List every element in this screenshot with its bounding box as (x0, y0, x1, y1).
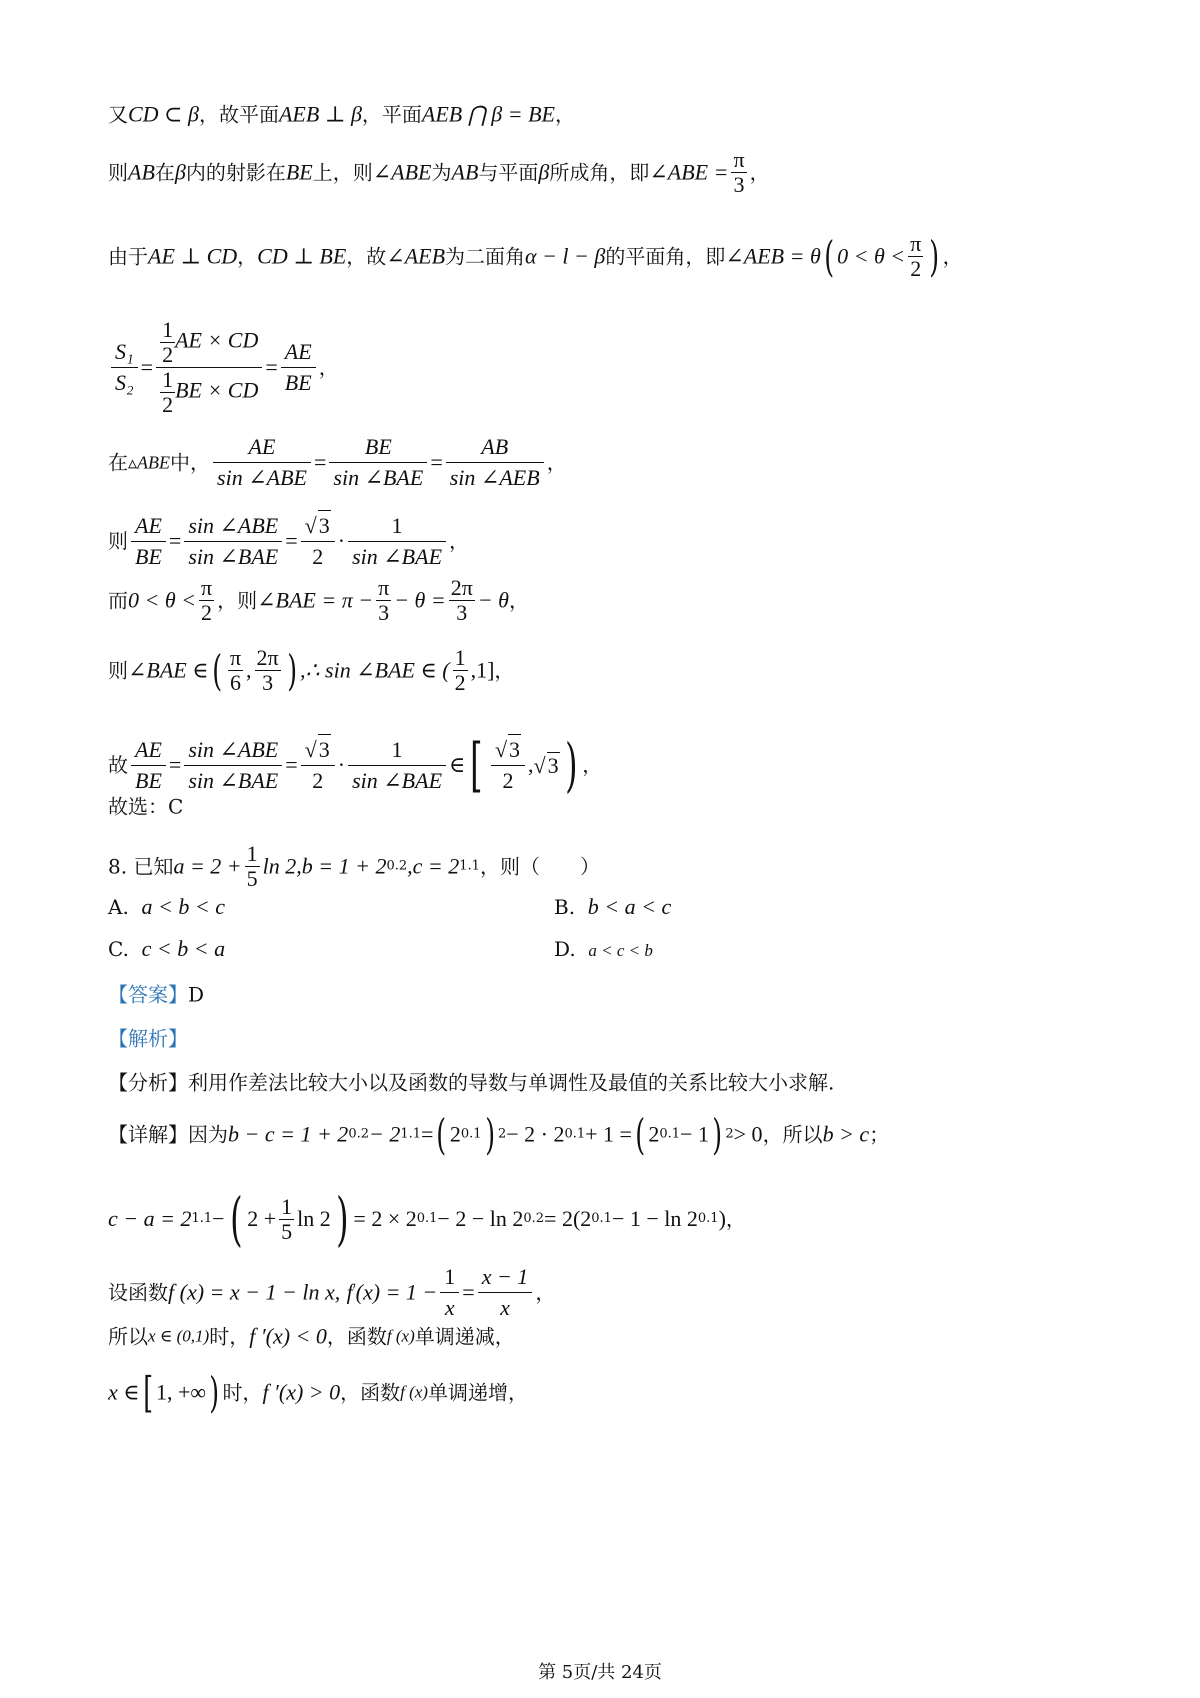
denominator: 2 (312, 544, 324, 569)
paren-close: ) (564, 731, 578, 799)
line-4: $\frac{\text{S₁}}{\text{S₂}}$ = $\frac{1}{2}$ AE × CD $\frac{1}{2}$ BE × CD = $\frac{AE}{BE}$ ， (108, 318, 339, 417)
option-b (554, 894, 671, 920)
fraction (199, 576, 214, 625)
numerator: √3 (491, 734, 525, 766)
text: ，则 (217, 588, 258, 613)
text: ，所以 (762, 1122, 823, 1147)
math: , (528, 752, 534, 777)
numerator: AE (131, 735, 166, 766)
detail-tag: 【详解】 (108, 1122, 188, 1147)
paren-close: ) (286, 645, 297, 695)
denominator: sin ∠BAE (352, 543, 443, 569)
exponent: 1.1 (191, 1211, 213, 1226)
numerator: AE (281, 337, 316, 368)
half (160, 318, 175, 367)
text: ， (554, 102, 575, 127)
paren-close: ) (484, 1109, 495, 1159)
fraction (348, 735, 446, 796)
radicand: 3 (508, 734, 521, 765)
denominator: sin ∠BAE (352, 767, 443, 793)
text: ， (318, 355, 339, 380)
denominator: sin ∠ABE (217, 465, 307, 490)
text: 时， (209, 1324, 250, 1349)
text: ， (546, 450, 567, 475)
line-2 (108, 148, 770, 197)
text: ， (494, 658, 515, 683)
denominator: x (500, 1295, 510, 1320)
denominator: sin ∠BAE (188, 543, 279, 569)
text: 设函数 (108, 1280, 168, 1305)
text: 为 (431, 160, 452, 185)
text: ，则（ ） (479, 854, 600, 879)
fraction (184, 735, 282, 796)
math: ∠ABE (372, 159, 432, 185)
fraction (281, 337, 316, 398)
denominator: S₂ (115, 370, 134, 395)
text: ，函数 (326, 1324, 387, 1349)
numerator: 1 (246, 841, 258, 866)
numerator: √3 (301, 734, 335, 766)
paren-close: ) (712, 1109, 723, 1159)
option-text: a < b < c (141, 894, 225, 919)
answer-line: 故选：C (108, 794, 184, 819)
math: AE × CD (175, 327, 259, 353)
fraction-s1-s2 (111, 337, 138, 398)
math: c − a = 2 (108, 1206, 192, 1231)
exponent: 1.1 (459, 858, 480, 874)
denominator: 5 (246, 866, 258, 891)
math: β (538, 159, 550, 185)
line-7 (108, 576, 529, 625)
text: 则 (108, 160, 128, 185)
exponent: 0.1 (591, 1211, 612, 1226)
math: AB (451, 159, 479, 185)
text: ，故平面 (198, 102, 279, 127)
radicand: 3 (318, 734, 331, 765)
math: 2 + (247, 1206, 277, 1231)
math: BE × CD (175, 377, 259, 403)
math: ▵ABE (128, 452, 171, 473)
numerator: 1 (348, 735, 446, 766)
text: ， (449, 529, 470, 553)
text: 所成角，即 (549, 160, 650, 185)
fraction (279, 1195, 294, 1244)
paren-open: ( (824, 231, 834, 281)
math: ln 2 (297, 1206, 331, 1231)
text: 时， (222, 1380, 263, 1405)
math: − θ = (394, 587, 446, 613)
math: > 0 (733, 1121, 763, 1147)
numerator: 1 (348, 511, 446, 542)
detail-line-4 (108, 1322, 515, 1350)
denominator: x (444, 1295, 455, 1320)
exponent: 0.1 (564, 1126, 586, 1142)
text: 上，则 (312, 160, 373, 185)
text: 则 (108, 658, 128, 683)
numerator: sin ∠ABE (184, 735, 282, 766)
fraction (131, 735, 166, 796)
line-9: 故 $\frac{AE}{BE}$ = $\frac{\text{sin ∠ABE}}{\text{sin ∠BAE}}$ = $\frac{√3}{2}$ · $\frac{1}{\text{sin ∠BAE}}$ ∈[ $\frac{√3}{2}$ ,√3 ) ， (108, 731, 603, 799)
text: ，函数 (340, 1380, 401, 1405)
text: ， (535, 1280, 556, 1305)
question-number: 8. 已知 (108, 854, 174, 879)
text: 因为 (188, 1122, 228, 1147)
math: 2 (648, 1121, 660, 1147)
math: ,c = 2 (407, 853, 460, 879)
option-label: C. (108, 937, 129, 961)
math: 2 (449, 1121, 461, 1147)
text: ， (725, 1207, 746, 1231)
math: AEB ⊥ β (278, 101, 362, 127)
numerator: π (201, 575, 213, 600)
text: 中， (170, 450, 211, 475)
summary-tag: 【分析】 (108, 1070, 188, 1095)
exponent: 0.1 (416, 1211, 438, 1226)
option-text: b < a < c (587, 894, 672, 919)
math: x ∈ (0,1) (148, 1326, 210, 1346)
fraction (255, 646, 281, 695)
fraction (731, 148, 746, 197)
option-label: A. (108, 895, 129, 919)
numerator: π (229, 645, 242, 670)
fraction (228, 646, 243, 695)
numerator: AE (213, 432, 311, 463)
denominator: 2 (162, 392, 174, 417)
denominator (156, 368, 262, 417)
denominator: 3 (456, 600, 468, 625)
denominator: sin ∠AEB (449, 465, 540, 490)
fraction (348, 511, 446, 572)
numerator: AE (131, 511, 166, 542)
math: f (x) (400, 1382, 428, 1402)
math: β (174, 159, 186, 185)
fraction (329, 432, 427, 493)
math: ,∴ sin ∠BAE ∈ ( (300, 657, 450, 683)
text: ， (942, 244, 963, 269)
math: = (462, 1279, 475, 1305)
numerator: 1 (454, 645, 466, 670)
text: ， (582, 753, 603, 777)
paren-open: ( (229, 1185, 243, 1253)
paren-close: ) (929, 231, 940, 281)
math: ,1] (470, 657, 495, 683)
denominator: 6 (229, 670, 241, 695)
math: b − c = 1 + 2 (228, 1121, 349, 1147)
math: − θ (477, 587, 509, 613)
text: 而 (108, 588, 128, 613)
denominator: 2 (910, 256, 922, 281)
text: 单调递增， (427, 1380, 528, 1405)
text: ， (749, 160, 770, 185)
analysis-summary (108, 1068, 834, 1096)
paren-close: ) (335, 1185, 349, 1253)
fraction (908, 232, 923, 281)
exponent: 0.2 (348, 1126, 369, 1142)
option-label: B. (554, 895, 576, 919)
exponent: 0.1 (697, 1211, 719, 1226)
exponent: ′ (352, 1284, 356, 1300)
bracket-open: [ (470, 731, 483, 799)
numerator: 1 (281, 1193, 293, 1219)
numerator: π (378, 575, 390, 600)
math: − 2 (369, 1121, 401, 1147)
math: = 2 × 2 (353, 1206, 417, 1231)
text: ，平面 (361, 102, 422, 127)
text: 故 (108, 753, 128, 777)
math: − (212, 1206, 225, 1231)
denominator: 3 (262, 670, 274, 695)
text: 由于 (108, 244, 148, 269)
math: = (421, 1121, 434, 1147)
math: AEB ⋂ β = BE (421, 101, 555, 127)
line-6: 则 $\frac{AE}{BE}$ = $\frac{\text{sin ∠ABE}}{\text{sin ∠BAE}}$ = $\frac{√3}{2}$ · $\frac{1}{\text{sin ∠BAE}}$ ， (108, 510, 469, 572)
text: 则 (108, 529, 128, 553)
math: ∠BAE = π − (257, 587, 374, 613)
numerator: π (910, 231, 922, 256)
paren-open: ( (635, 1109, 646, 1159)
fraction (453, 646, 468, 695)
math: f (346, 1279, 353, 1305)
line-10 (108, 792, 183, 820)
math: ∠ABE = (649, 159, 729, 185)
denominator: 2 (454, 670, 466, 695)
math: CD ⊥ BE (257, 243, 347, 269)
numerator: π (733, 147, 745, 172)
sqrt: √3 (533, 752, 559, 778)
detail-line-1 (108, 1109, 890, 1159)
math: 0 < θ < (837, 243, 906, 269)
fraction (491, 734, 525, 796)
option-text: c < b < a (141, 936, 226, 961)
denominator: 2 (502, 768, 514, 793)
text: ，故 (346, 244, 387, 269)
text: 在 (154, 160, 175, 185)
text: 在 (108, 450, 128, 475)
line-8: 则∠BAE ∈( $\frac{\pi}{6}$ , $\frac{2\pi}{3}$ ) ,∴ sin ∠BAE ∈ ( $\frac{1}{2}$ ,1]， (108, 645, 515, 695)
denominator: BE (135, 767, 162, 793)
math: b > c (822, 1121, 870, 1147)
math: = 2(2 (544, 1206, 592, 1231)
exponent: 0.2 (386, 858, 408, 874)
denominator: 2 (312, 768, 324, 793)
denominator: 3 (378, 600, 390, 625)
analysis-heading (108, 1024, 188, 1052)
fraction (301, 510, 335, 572)
fraction (301, 734, 335, 796)
math: + 1 = (585, 1121, 632, 1147)
math: 1, +∞ (155, 1379, 207, 1405)
numerator: 1 (162, 317, 174, 342)
numerator: 1 (162, 367, 174, 392)
math: − 2 · 2 (506, 1121, 565, 1147)
text: 与平面 (478, 160, 539, 185)
math: CD ⊂ β (128, 101, 199, 127)
text: 为二面角 (445, 244, 526, 269)
math: − 1 − ln 2 (611, 1206, 698, 1231)
line-1 (108, 100, 575, 128)
bracket-open: [ (142, 1367, 153, 1417)
text: 又 (108, 102, 128, 127)
numerator: √3 (301, 510, 335, 542)
denominator: BE (135, 543, 162, 569)
analysis-tag: 【解析】 (108, 1026, 188, 1051)
math: ∠BAE ∈ (128, 657, 209, 683)
detail-line-5 (108, 1367, 528, 1417)
text: 内的射影在 (185, 160, 286, 185)
fraction (449, 576, 475, 625)
math: α − l − β (525, 243, 606, 269)
exponent: 1.1 (400, 1126, 422, 1142)
detail-line-3 (108, 1262, 555, 1323)
answer-tag: 【答案】 (108, 982, 188, 1007)
numerator: x − 1 (478, 1262, 533, 1293)
numerator: sin ∠ABE (184, 511, 282, 542)
math: a = 2 + (173, 853, 242, 879)
option-label: D. (554, 937, 576, 961)
half (160, 368, 175, 417)
denominator: BE (284, 370, 312, 395)
option-text: a < c < b (588, 941, 653, 960)
paren-open: ( (211, 645, 222, 695)
exponent: 2 (725, 1126, 734, 1142)
answer-value: D (188, 982, 205, 1007)
radicand: 3 (547, 752, 559, 778)
denominator: 5 (281, 1218, 293, 1244)
text: 单调递减， (414, 1324, 515, 1349)
detail-line-2 (108, 1185, 746, 1253)
math: f (x) = x − 1 − ln x, (168, 1279, 341, 1305)
denominator: sin ∠BAE (333, 465, 424, 490)
text: ， (508, 588, 529, 613)
fraction (184, 511, 282, 572)
fraction (478, 1262, 533, 1323)
math: − 1 (680, 1121, 709, 1147)
line-3 (108, 232, 963, 281)
denominator: 2 (201, 600, 213, 625)
numerator: BE (329, 432, 427, 463)
numerator (156, 318, 262, 368)
math: ) (718, 1206, 726, 1231)
page-footer: 第 5页/共 24页 (538, 1662, 662, 1683)
fraction (376, 576, 391, 625)
math: f ′(x) < 0 (249, 1323, 327, 1349)
exponent: 0.2 (523, 1211, 545, 1226)
fraction (440, 1262, 459, 1323)
question-8 (108, 842, 600, 891)
math: f ′(x) > 0 (262, 1379, 341, 1405)
paren-close: ) (209, 1367, 220, 1417)
summary-text: 利用作差法比较大小以及函数的导数与单调性及最值的关系比较大小求解. (188, 1070, 835, 1095)
answer (108, 980, 204, 1008)
math: AE ⊥ CD (148, 243, 238, 269)
option-d (554, 936, 653, 964)
fraction-area (156, 318, 262, 417)
radicand: 3 (318, 510, 331, 541)
exponent: 0.1 (659, 1126, 681, 1142)
math: x ∈ (108, 1379, 140, 1405)
math: ∈ (449, 752, 466, 777)
math: 0 < θ < (128, 587, 196, 613)
text: ； (869, 1122, 890, 1147)
option-a (108, 894, 225, 920)
numerator: 1 (440, 1262, 459, 1293)
math: ∠AEB = θ (725, 243, 821, 269)
math: AB (128, 159, 155, 185)
numerator: 2π (256, 645, 279, 670)
denominator: 3 (733, 172, 745, 197)
fraction (245, 842, 260, 891)
text: ， (237, 244, 258, 269)
math: (x) = 1 − (355, 1279, 438, 1305)
denominator: 2 (162, 342, 174, 367)
fraction (446, 432, 544, 493)
math: − 2 − ln 2 (437, 1206, 524, 1231)
numerator: AB (446, 432, 544, 463)
fraction (131, 511, 166, 572)
math: ∠AEB (386, 243, 446, 269)
exponent: 2 (497, 1126, 507, 1142)
math: BE (285, 159, 313, 185)
text: 的平面角，即 (605, 244, 726, 269)
exponent: 0.1 (460, 1126, 482, 1142)
numerator: 2π (450, 575, 473, 600)
math: ln 2,b = 1 + 2 (262, 853, 387, 879)
math: f (x) (386, 1326, 415, 1346)
denominator: sin ∠BAE (188, 767, 279, 793)
numerator: S₁ (111, 337, 138, 368)
line-5: 在▵ABE中， $\frac{AE}{\text{sin ∠ABE}}$ = $\frac{BE}{\text{sin ∠BAE}}$ = $\frac{AB}{\text{sin ∠AEB}}$ ， (108, 432, 567, 493)
text: 所以 (108, 1324, 148, 1349)
paren-open: ( (436, 1109, 447, 1159)
fraction (213, 432, 311, 493)
option-c (108, 936, 225, 962)
